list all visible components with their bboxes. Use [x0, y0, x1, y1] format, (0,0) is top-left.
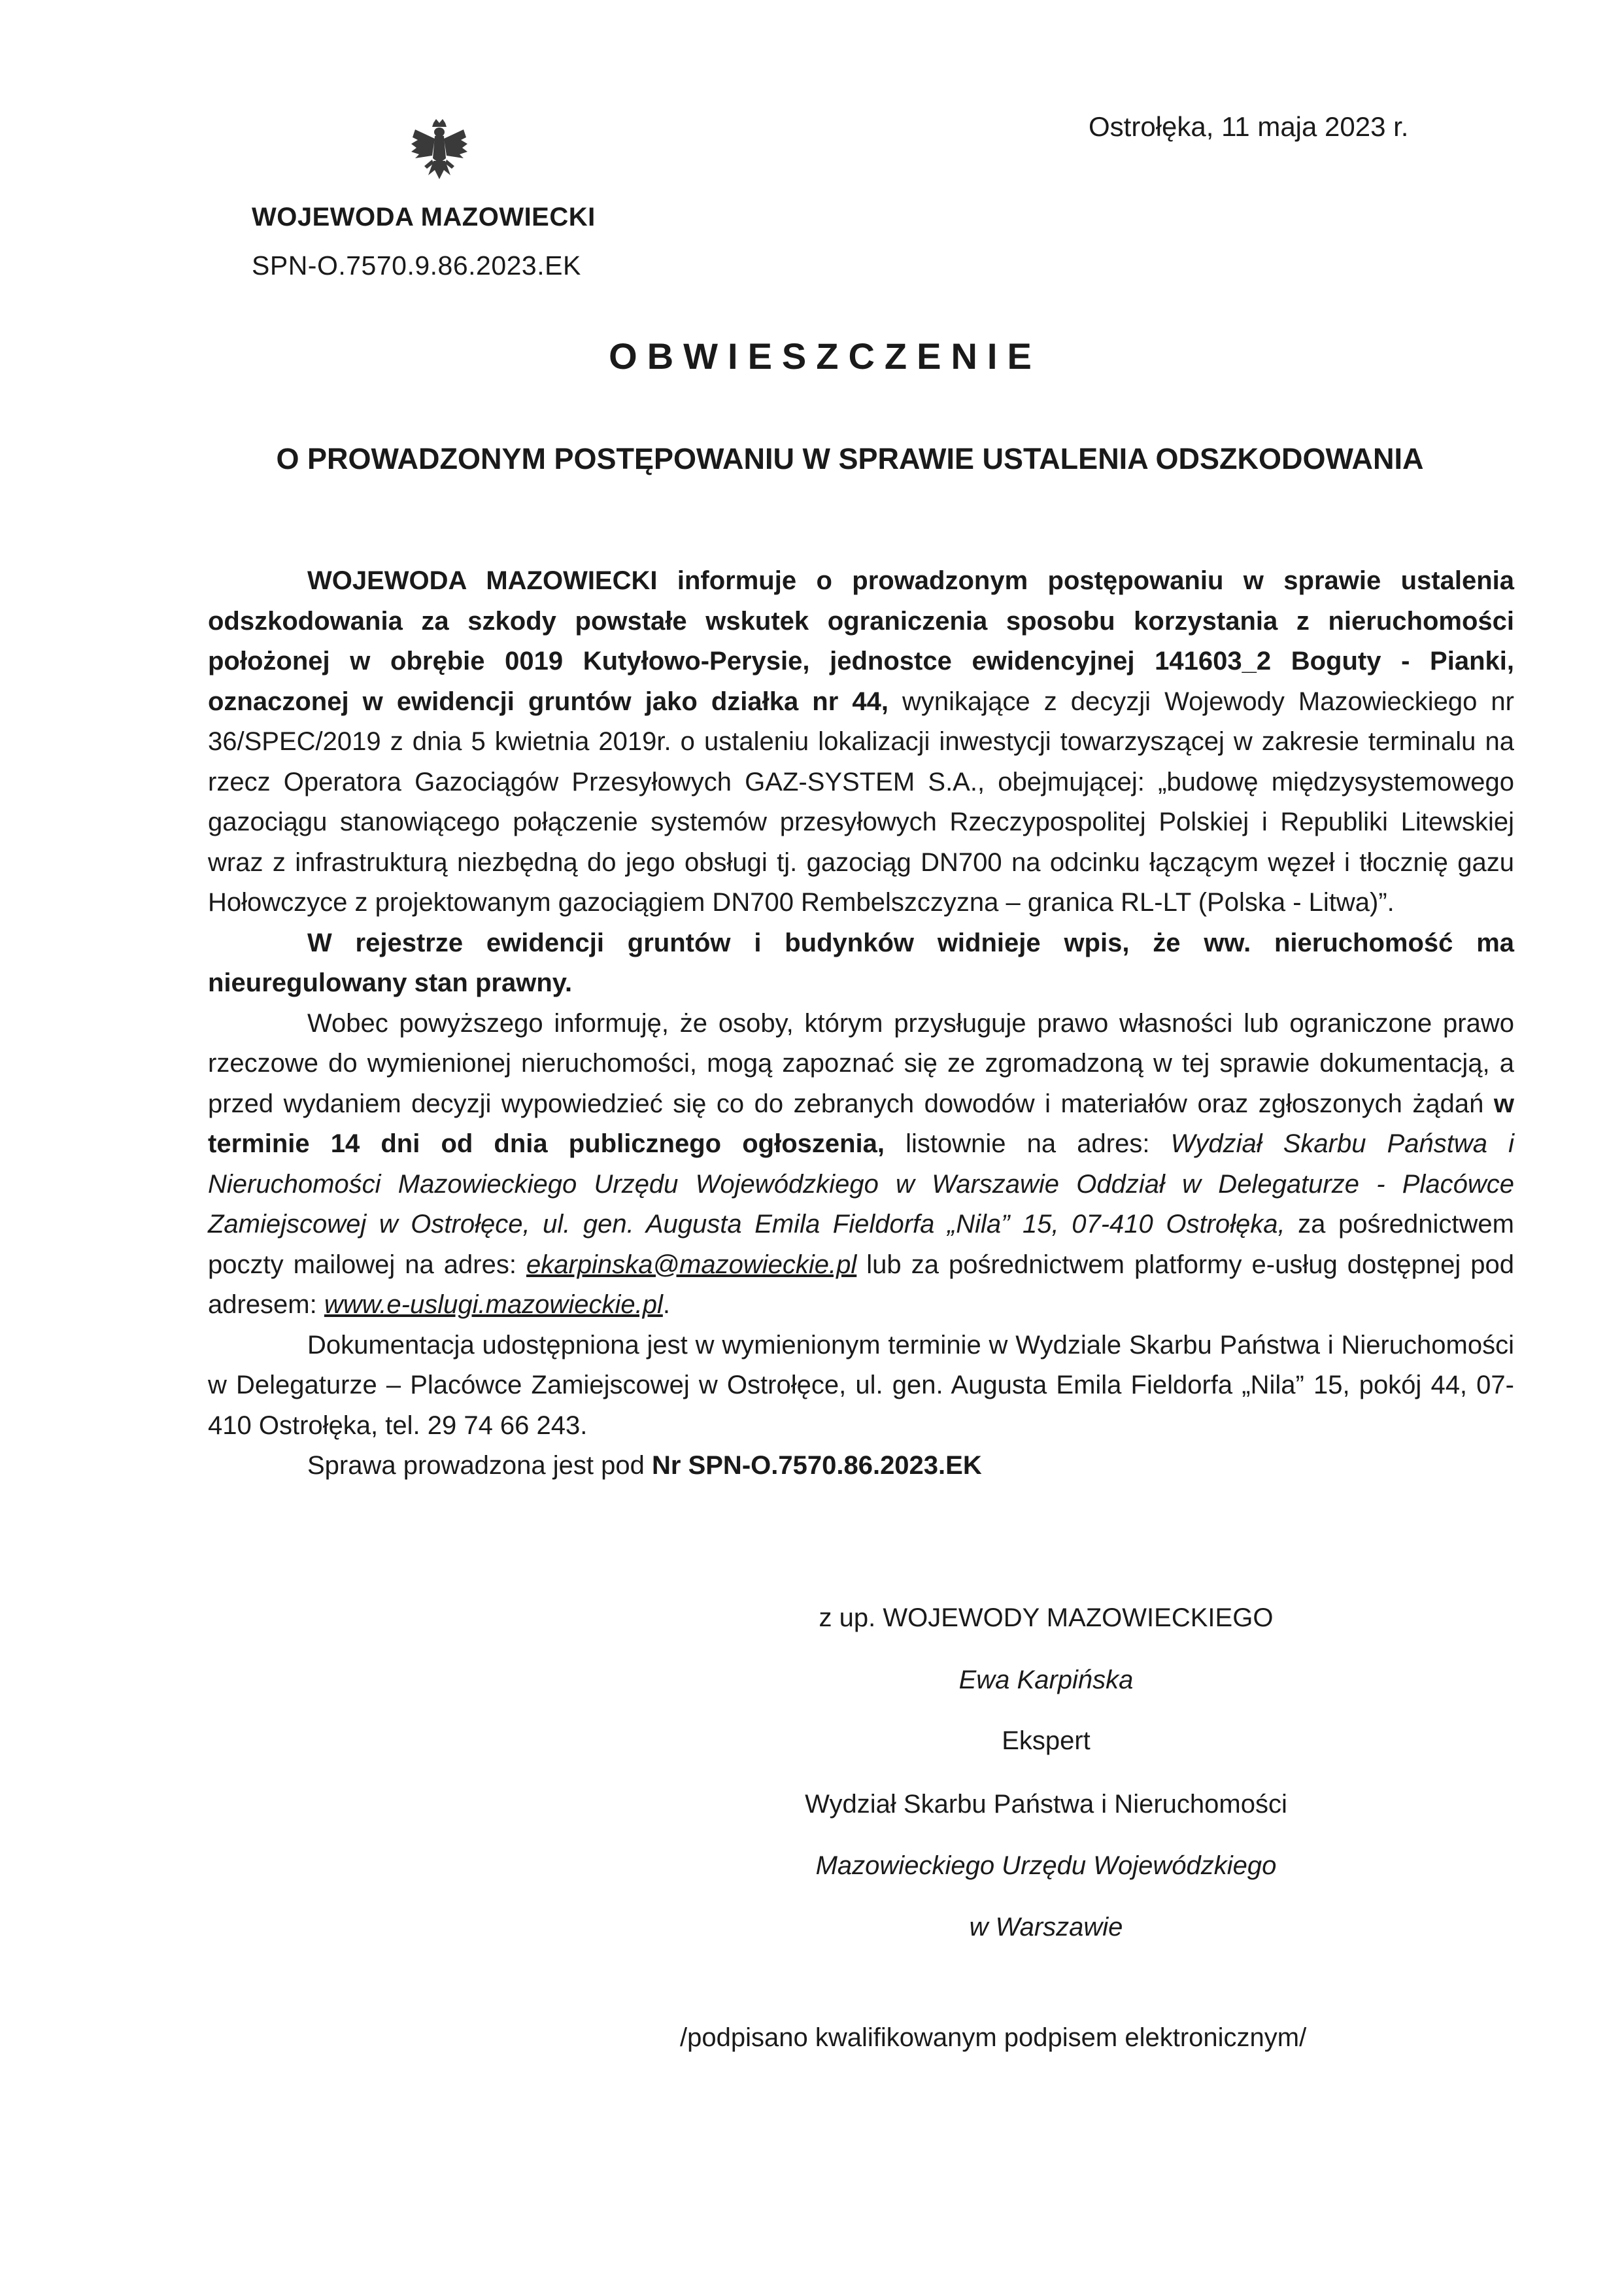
- paragraph-register-note: W rejestrze ewidencji gruntów i budynków widnieje wpis, że ww. nieruchomość ma nieuregulowany stan prawny.: [208, 928, 1514, 997]
- document-date: Ostrołęka, 11 maja 2023 r.: [1089, 111, 1409, 142]
- signatory-city: w Warszawie: [969, 1913, 1123, 1941]
- consultation-text-c: za pośrednictwem poczty mailowej na adres:: [208, 1210, 1514, 1279]
- signatory-name: Ewa Karpińska: [958, 1666, 1134, 1694]
- consultation-text-b: listownie na adres:: [885, 1129, 1171, 1158]
- signature-authorization: z up. WOJEWODY MAZOWIECKIEGO: [819, 1603, 1274, 1632]
- polish-eagle-emblem-icon: [409, 118, 471, 190]
- postal-address: Wydział Skarbu Państwa i Nieruchomości Mazowieckiego Urzędu Wojewódzkiego w Warszawie Oddział w Delegaturze - Placówce Zamiejscowej w Ostrołęce, ul. gen. Augusta Emila Fieldorfa „Nila” 15, 07-410 Ostrołęka,: [208, 1129, 1515, 1239]
- consultation-text-d: lub za pośrednictwem platformy e-usług dostępnej pod adresem:: [208, 1250, 1514, 1319]
- signatory-department: Wydział Skarbu Państwa i Nieruchomości: [805, 1790, 1287, 1819]
- website-link[interactable]: www.e-uslugi.mazowieckie.pl: [324, 1290, 663, 1319]
- signatory-office: Mazowieckiego Urzędu Wojewódzkiego: [815, 1851, 1277, 1880]
- consultation-text-a: Wobec powyższego informuję, że osoby, którym przysługuje prawo własności lub ograniczone prawo rzeczowe do wymienionej nieruchomości, mogą zapoznać się ze zgromadzoną w tej sprawie dokumentacją, a przed wydaniem decyzji wypowiedzieć się co do zebranych dowodów i materiałów oraz zgłoszonych żądań: [208, 1008, 1514, 1118]
- paragraph-documentation: Dokumentacja udostępniona jest w wymienionym terminie w Wydziale Skarbu Państwa i Nieruchomości w Delegaturze – Placówce Zamiejscowej w Ostrołęce, ul. gen. Augusta Emila Fieldorfa „Nila” 15, pokój 44, 07-410 Ostrołęka, tel. 29 74 66 243.: [208, 1330, 1514, 1440]
- paragraph-consultation: [208, 1004, 1514, 1326]
- document-title: OBWIESZCZENIE: [609, 335, 1041, 377]
- email-link[interactable]: ekarpinska@mazowieckie.pl: [526, 1250, 857, 1279]
- case-number-label: Sprawa prowadzona jest pod: [307, 1451, 652, 1480]
- intro-text: wynikające z decyzji Wojewody Mazowieckiego nr 36/SPEC/2019 z dnia 5 kwietnia 2019r. o ustaleniu lokalizacji inwestycji towarzyszącej w zakresie terminalu na rzecz Operatora Gazociągów Przesyłowych GAZ-SYSTEM S.A., obejmującej: „budowę międzysystemowego gazociągu stanowiącego połączenie systemów przesyłowych Rzeczypospolitej Polskiej i Republiki Litewskiej wraz z infrastrukturą niezbędną do jego obsługi tj. gazociąg DN700 na odcinku łączącym węzeł i tłocznię gazu Hołowczyce z projektowanym gazociągiem DN700 Rembelszczyzna – granica RL-LT (Polska - Litwa)”.: [208, 687, 1515, 917]
- announcement-body: [208, 561, 1514, 1486]
- paragraph-intro: [208, 561, 1514, 923]
- deadline-text: w terminie 14 dni od dnia publicznego ogłoszenia,: [208, 1089, 1514, 1158]
- signatory-position: Ekspert: [1002, 1726, 1091, 1755]
- reference-number: SPN-O.7570.9.86.2023.EK: [252, 250, 581, 281]
- case-number: Nr SPN-O.7570.86.2023.EK: [652, 1451, 982, 1480]
- intro-bold-text: WOJEWODA MAZOWIECKI informuje o prowadzonym postępowaniu w sprawie ustalenia odszkodowania za szkody powstałe wskutek ograniczenia sposobu korzystania z nieruchomości położonej w obrębie 0019 Kutyłowo-Perysie, jednostce ewidencyjnej 141603_2 Boguty - Pianki, oznaczonej w ewidencji gruntów jako działka nr 44,: [208, 566, 1514, 716]
- electronic-signature-note: /podpisano kwalifikowanym podpisem elektronicznym/: [680, 2023, 1307, 2052]
- consultation-text-e: .: [662, 1290, 670, 1319]
- paragraph-case-number: [208, 1446, 1514, 1486]
- issuing-authority: WOJEWODA MAZOWIECKI: [252, 203, 596, 231]
- document-subtitle: O PROWADZONYM POSTĘPOWANIU W SPRAWIE USTALENIA ODSZKODOWANIA: [276, 442, 1424, 475]
